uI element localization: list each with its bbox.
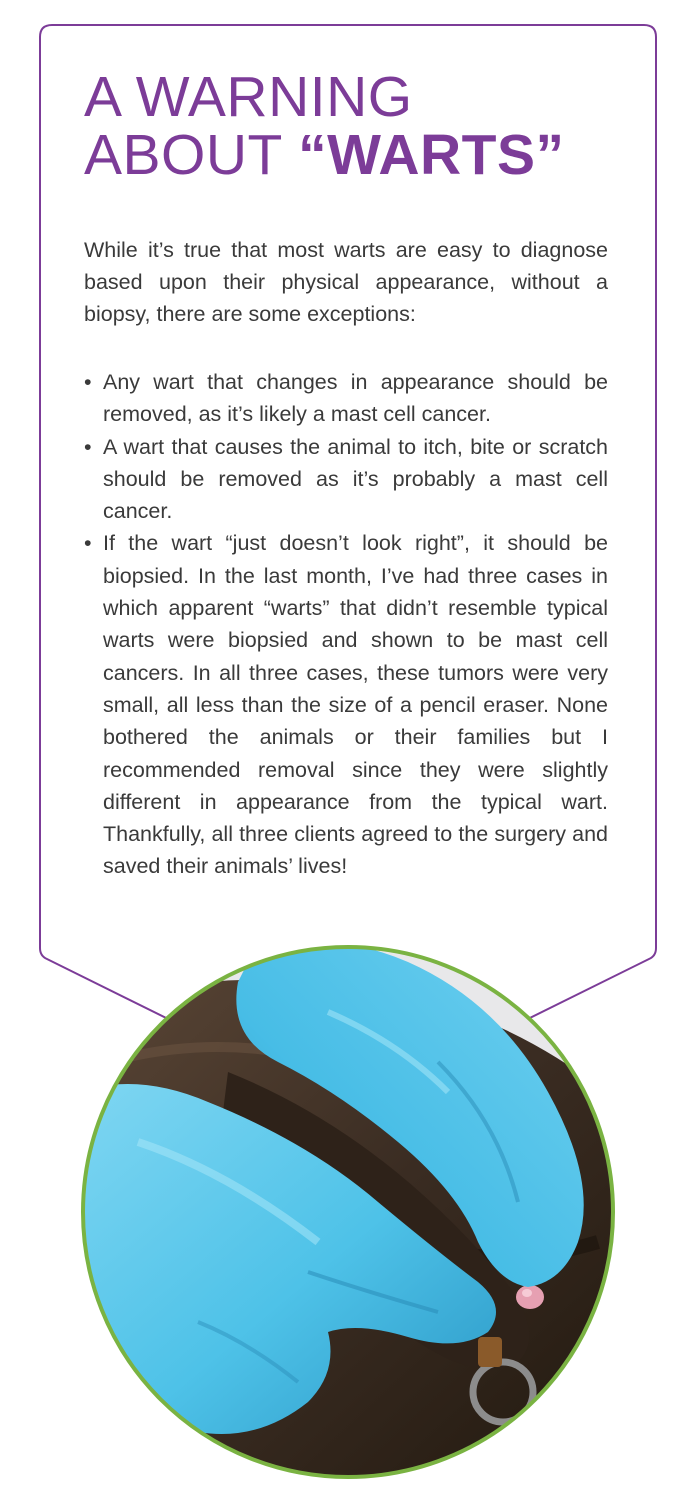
gloved-hands-examining-dog-paw-photo xyxy=(78,942,618,1482)
photo-content xyxy=(78,942,618,1482)
bullet-icon: • xyxy=(84,531,92,556)
bullet-icon: • xyxy=(84,370,92,394)
callout-title xyxy=(84,65,644,187)
list-item xyxy=(84,431,608,528)
wart-spot xyxy=(516,1285,544,1309)
list-item xyxy=(84,527,608,882)
exceptions-list xyxy=(84,366,608,883)
bullet-icon: • xyxy=(84,434,92,459)
list-item-text: If the wart “just doesn’t look right”, it should be biopsied. In the last month, I’ve had three cases in which apparent “warts” that didn’t resemble typical warts were biopsied and shown to be mast cell cancers. In all three cases, these tumors were very small, all less than the size of a pencil eraser. None bothered the animals or their families but I recommended removal since they were slightly different in appearance from the typical wart. Thankfully, all three clients agreed to the surgery and saved their animals’ lives! xyxy=(103,531,608,879)
title-line-2 xyxy=(84,123,644,187)
title-emphasis: “WARTS” xyxy=(298,123,565,187)
list-item xyxy=(84,366,608,431)
title-line-1: A WARNING xyxy=(84,65,413,129)
list-item-text: A wart that causes the animal to itch, bite or scratch should be removed as it’s probably a mast cell cancer. xyxy=(103,434,608,524)
title-plain: ABOUT xyxy=(84,123,299,187)
intro-paragraph: While it’s true that most warts are easy to diagnose based upon their physical appearance, without a biopsy, there are some exceptions: xyxy=(84,238,608,326)
list-item-text: Any wart that changes in appearance should be removed, as it’s likely a mast cell cancer. xyxy=(103,370,608,427)
